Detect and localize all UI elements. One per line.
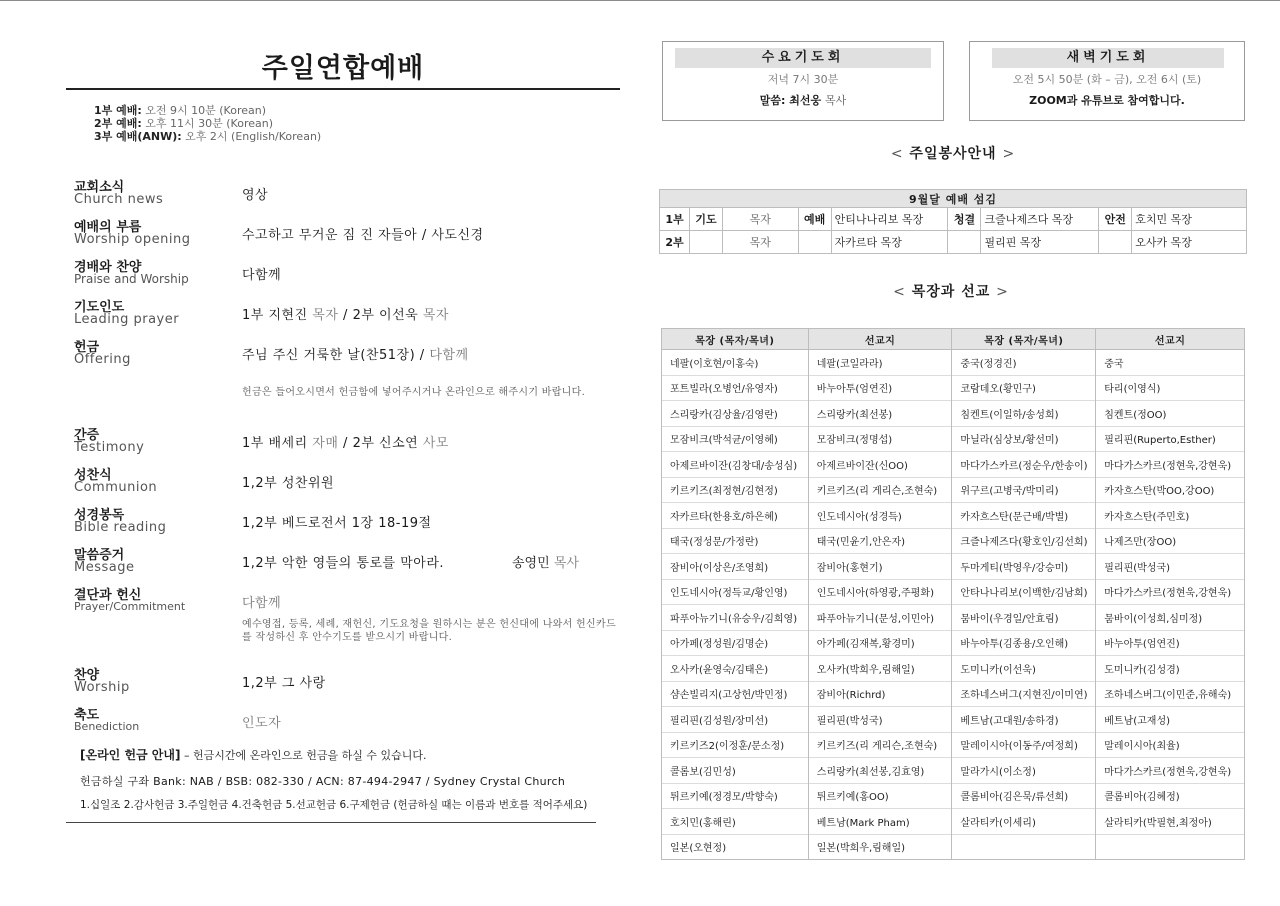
table-row <box>662 834 1245 860</box>
table-cell: 네팔(이호현/이홍숙) <box>662 350 809 376</box>
table-cell: 샴손빌리지(고상헌/박민정) <box>662 681 809 707</box>
table-cell: 아제르바이잔(김창대/송성심) <box>662 452 809 478</box>
table-cell: 아가페(정성원/김명순) <box>662 630 809 656</box>
table-cell: 나제즈만(장OO) <box>1096 528 1245 554</box>
table-cell: 아가페(김재복,황경미) <box>808 630 952 656</box>
table-row <box>662 605 1245 631</box>
table-cell: 중국(정경진) <box>952 350 1096 376</box>
table-cell: 잠비아(Richrd) <box>808 681 952 707</box>
service-table <box>659 189 1247 254</box>
table-cell: 키르키즈(리 게리슨,조현숙) <box>808 732 952 758</box>
wednesday-speaker: 말씀: 최선웅 목사 <box>759 94 847 107</box>
table-cell: 베트남(고대원/송하경) <box>952 707 1096 733</box>
table-cell: 키르키즈(최정현/김현정) <box>662 477 809 503</box>
table-cell: 도미니카(이선욱) <box>952 656 1096 682</box>
table-cell: 필리핀(박성국) <box>1096 554 1245 580</box>
table-cell: 스리랑카(최선봉) <box>808 401 952 427</box>
bank-account: 헌금하실 구좌 Bank: NAB / BSB: 082-330 / ACN: 87-494-2947 / Sydney Crystal Church <box>80 775 566 788</box>
table-row <box>662 426 1245 452</box>
table-cell: 자카르타(한용호/하은혜) <box>662 503 809 529</box>
table-row <box>662 758 1245 784</box>
dawn-note: ZOOM과 유튜브로 참여합니다. <box>1029 94 1185 107</box>
table-cell: 카자흐스탄(문근배/박별) <box>952 503 1096 529</box>
table-cell: 키르키즈2(이정훈/문소정) <box>662 732 809 758</box>
table-cell: 스리랑카(최선봉,김효영) <box>808 758 952 784</box>
table-cell: 튀르키예(정경모/박향숙) <box>662 783 809 809</box>
table-cell: 오사카(박희우,림해일) <box>808 656 952 682</box>
service-time-2: 2부 예배: 오후 11시 30분 (Korean) <box>94 117 273 130</box>
table-row: 1부 기도 목자 예배 안티나나리보 목장 청결 크즐나제즈다 목장 안전 호치민 목장 <box>660 208 1247 231</box>
table-row <box>662 732 1245 758</box>
table-cell: 조하네스버그(지현진/이미연) <box>952 681 1096 707</box>
table-cell: 코람데오(황민구) <box>952 375 1096 401</box>
table-cell: 마다가스카르(정순우/한송이) <box>952 452 1096 478</box>
online-offering-title: [온라인 헌금 안내] <box>80 748 181 762</box>
table-row: 2부 목자 자카르타 목장 필리핀 목장 오사카 목장 <box>660 231 1247 254</box>
table-cell: 침켄트(이일하/송성희) <box>952 401 1096 427</box>
table-cell: 살라티카(박필현,최정아) <box>1096 809 1245 835</box>
table-row <box>662 681 1245 707</box>
header-cell: 선교지 <box>808 329 952 350</box>
table-cell: 콜롬비아(김은묵/류선희) <box>952 783 1096 809</box>
table-cell: 말라가시(이소정) <box>952 758 1096 784</box>
table-cell: 인도네시아(성경득) <box>808 503 952 529</box>
table-cell: 중국 <box>1096 350 1245 376</box>
table-row <box>662 477 1245 503</box>
table-cell: 베트남(Mark Pham) <box>808 809 952 835</box>
online-offering-desc: – 헌금시간에 온라인으로 헌금을 하실 수 있습니다. <box>180 749 427 762</box>
header-cell: 선교지 <box>1096 329 1245 350</box>
wednesday-prayer-box <box>662 41 944 121</box>
table-cell: 인도네시아(하영광,주평화) <box>808 579 952 605</box>
table-cell: 모잠비크(정명섭) <box>808 426 952 452</box>
table-cell: 잠비아(이상은/조영희) <box>662 554 809 580</box>
table-cell: 마다가스카르(정현욱,강현욱) <box>1096 758 1245 784</box>
mission-table <box>661 328 1245 860</box>
table-row <box>662 630 1245 656</box>
table-cell: 뭄바이(이성희,심미정) <box>1096 605 1245 631</box>
table-row <box>662 375 1245 401</box>
table-cell: 튀르키예(홍OO) <box>808 783 952 809</box>
table-cell: 필리핀(Ruperto,Esther) <box>1096 426 1245 452</box>
page-title: 주일연합예배 <box>261 53 425 84</box>
table-cell: 호치민(홍해린) <box>662 809 809 835</box>
preacher: 송영민 목사 <box>512 556 579 571</box>
table-cell: 살라티카(이세리) <box>952 809 1096 835</box>
table-row <box>662 809 1245 835</box>
table-cell <box>1096 834 1245 860</box>
online-offering-info <box>80 746 620 812</box>
table-cell: 바누아투(엄연진) <box>808 375 952 401</box>
table-row <box>662 401 1245 427</box>
table-cell: 포트빌라(오병언/유영자) <box>662 375 809 401</box>
table-cell: 크즐나제즈다(황호인/김선희) <box>952 528 1096 554</box>
table-cell: 콜롬비아(김혜정) <box>1096 783 1245 809</box>
table-row <box>662 707 1245 733</box>
table-cell: 필리핀(김성원/장미선) <box>662 707 809 733</box>
header-cell: 목장 (목자/목녀) <box>662 329 809 350</box>
table-cell: 침켄트(정OO) <box>1096 401 1245 427</box>
table-cell: 마다가스카르(정현욱,강현욱) <box>1096 452 1245 478</box>
service-time-3: 3부 예배(ANW): 오후 2시 (English/Korean) <box>94 130 322 143</box>
table-cell: 아제르바이잔(신OO) <box>808 452 952 478</box>
table-cell: 인도네시아(정득교/황인영) <box>662 579 809 605</box>
table-row <box>662 656 1245 682</box>
wednesday-title: 수요기도회 <box>675 48 931 68</box>
table-cell: 파푸아뉴기니(문성,이민아) <box>808 605 952 631</box>
mission-section-title: < 목장과 선교 > <box>893 284 1009 300</box>
table-cell: 잠비아(홍현기) <box>808 554 952 580</box>
dawn-prayer-box <box>969 41 1245 121</box>
table-cell: 태국(정성문/가정란) <box>662 528 809 554</box>
table-cell: 도미니카(김성경) <box>1096 656 1245 682</box>
wednesday-time: 저녁 7시 30분 <box>767 73 839 86</box>
service-table-caption: 9월달 예배 섬김 <box>660 190 1247 208</box>
table-cell: 오사카(윤영숙/김태은) <box>662 656 809 682</box>
commitment-note: 예수영접, 등록, 세례, 재헌신, 기도요청을 원하시는 분은 헌신대에 나와서 헌신카드를 작성하신 후 안수기도를 받으시기 바랍니다. <box>242 619 616 643</box>
table-row <box>662 783 1245 809</box>
table-row <box>662 503 1245 529</box>
table-row <box>662 579 1245 605</box>
table-cell: 카자흐스탄(주민호) <box>1096 503 1245 529</box>
service-section-title: < 주일봉사안내 > <box>890 146 1016 162</box>
table-cell: 스리랑카(김상율/김영란) <box>662 401 809 427</box>
table-cell: 베트남(고재성) <box>1096 707 1245 733</box>
table-row <box>662 528 1245 554</box>
dawn-title: 새벽기도회 <box>992 48 1224 68</box>
title-divider <box>66 88 620 90</box>
table-cell <box>952 834 1096 860</box>
table-cell: 말레이시아(최율) <box>1096 732 1245 758</box>
top-border <box>0 0 1280 1</box>
table-cell: 모잠비크(박석균/이영혜) <box>662 426 809 452</box>
table-cell: 안타나나리보(이백한/김남희) <box>952 579 1096 605</box>
header-cell: 목장 (목자/목녀) <box>952 329 1096 350</box>
table-cell: 마닐라(심상보/황선미) <box>952 426 1096 452</box>
table-cell: 네팔(코일라라) <box>808 350 952 376</box>
table-cell: 말레이시아(이동주/여정희) <box>952 732 1096 758</box>
table-cell: 마다가스카르(정현욱,강현욱) <box>1096 579 1245 605</box>
table-cell: 타리(이영식) <box>1096 375 1245 401</box>
offering-types: 1.십일조 2.감사헌금 3.주일헌금 4.건축헌금 5.선교헌금 6.구제헌금 (헌금하실 때는 이름과 번호를 적어주세요) <box>80 799 588 811</box>
table-cell: 일본(박희우,림해일) <box>808 834 952 860</box>
table-cell: 뭄바이(우경일/안효림) <box>952 605 1096 631</box>
table-cell: 필리핀(박성국) <box>808 707 952 733</box>
table-cell: 바누아투(엄연진) <box>1096 630 1245 656</box>
service-times <box>94 104 321 143</box>
dawn-time: 오전 5시 50분 (화 – 금), 오전 6시 (토) <box>1012 73 1202 86</box>
table-cell: 조하네스버그(이민준,유해숙) <box>1096 681 1245 707</box>
table-cell: 키르키즈(리 게리슨,조현숙) <box>808 477 952 503</box>
table-cell: 두마게티(박영우/강승미) <box>952 554 1096 580</box>
table-cell: 태국(민윤기,안은자) <box>808 528 952 554</box>
table-row <box>662 350 1245 376</box>
table-row <box>662 452 1245 478</box>
offering-note: 헌금은 들어오시면서 헌금함에 넣어주시거나 온라인으로 해주시기 바랍니다. <box>242 387 586 398</box>
bottom-divider <box>66 822 596 823</box>
table-cell: 일본(오현정) <box>662 834 809 860</box>
table-cell: 콜롬보(김민성) <box>662 758 809 784</box>
table-cell: 위구르(고병국/박미리) <box>952 477 1096 503</box>
table-row <box>662 554 1245 580</box>
table-cell: 카자흐스탄(박OO,강OO) <box>1096 477 1245 503</box>
service-time-1: 1부 예배: 오전 9시 10분 (Korean) <box>94 104 266 117</box>
table-cell: 바누아투(김종용/오인해) <box>952 630 1096 656</box>
table-cell: 파푸아뉴기니(유승우/김희영) <box>662 605 809 631</box>
